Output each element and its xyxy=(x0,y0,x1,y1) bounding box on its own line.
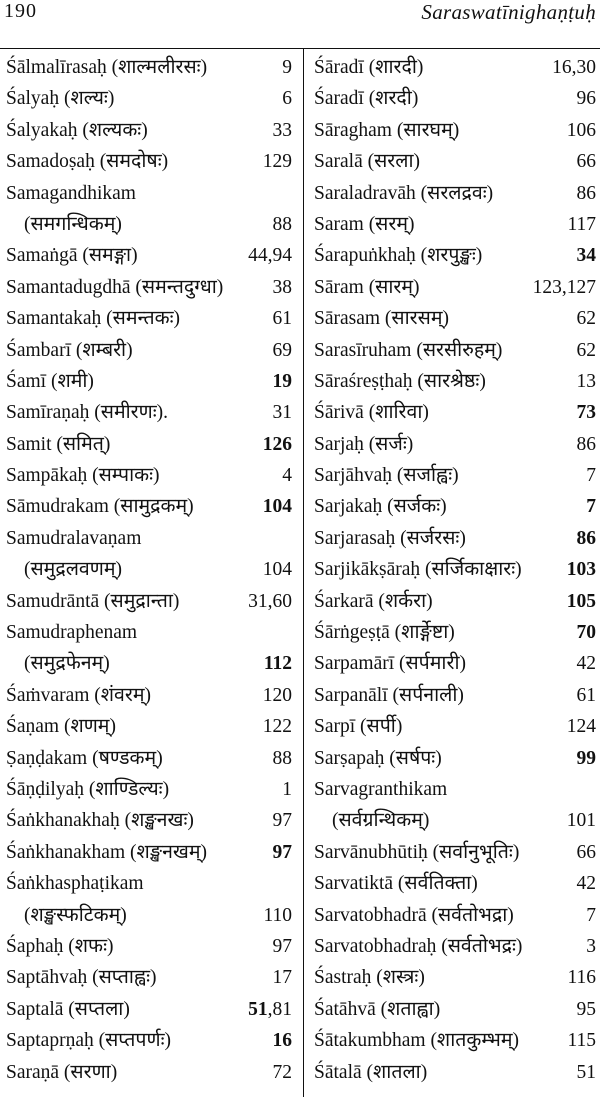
index-term: Sāmudrakam (सामुद्रकम्) xyxy=(6,496,194,518)
index-entry xyxy=(314,366,596,397)
index-entry xyxy=(6,366,292,397)
page-number-part: 7 xyxy=(586,496,596,518)
index-entry xyxy=(6,146,292,177)
index-term: Sarvagranthikam xyxy=(314,778,448,800)
index-term: Śarkarā (शर्करा) xyxy=(314,590,433,612)
index-term: Sampākaḥ (सम्पाकः) xyxy=(6,465,160,487)
index-term: Śaṇam (शणम्) xyxy=(6,716,116,738)
page-reference xyxy=(282,52,292,83)
index-term: Samīraṇaḥ (समीरणः). xyxy=(6,402,169,424)
page-number-part: 105 xyxy=(566,590,596,612)
page-number-part: 7 xyxy=(586,904,596,926)
index-entry xyxy=(6,743,292,774)
index-term: Samantakaḥ (समन्तकः) xyxy=(6,308,181,330)
page-number-part: 62 xyxy=(576,308,596,330)
index-entry xyxy=(314,617,596,648)
index-entry xyxy=(314,586,596,617)
page-number-part: 97 xyxy=(272,935,292,957)
page-reference xyxy=(273,1057,293,1088)
page-number-part: 97 xyxy=(272,810,292,832)
page-reference xyxy=(263,429,292,460)
index-entry xyxy=(6,837,292,868)
index-term: Sarjakaḥ (सर्जकः) xyxy=(314,496,447,518)
page-number-part: 38 xyxy=(272,276,292,298)
index-term: Samudralavaṇam xyxy=(6,527,142,549)
index-term: Sarpanālī (सर्पनाली) xyxy=(314,684,464,706)
index-term: Sarjikākṣāraḥ (सर्जिकाक्षारः) xyxy=(314,559,522,581)
index-entry xyxy=(314,774,596,805)
page-reference xyxy=(577,1057,597,1088)
page-number-part: 110 xyxy=(263,904,292,926)
index-term: Sarjarasaḥ (सर्जरसः) xyxy=(314,527,466,549)
page-number-part: 19 xyxy=(272,370,292,392)
index-entry xyxy=(6,460,292,491)
page-number-part: 70 xyxy=(576,622,596,644)
page-reference xyxy=(577,429,597,460)
index-entry xyxy=(6,994,292,1025)
page-number-part: 1 xyxy=(282,778,292,800)
page-number-part: 61 xyxy=(272,308,292,330)
index-entry xyxy=(6,83,292,114)
index-term: Sarjāhvaḥ (सर्जाह्वः) xyxy=(314,465,459,487)
index-term: Sarjaḥ (सर्जः) xyxy=(314,433,414,455)
page-number-part: 101 xyxy=(566,810,596,832)
page-reference xyxy=(567,962,596,993)
page-number-part: 104 xyxy=(262,559,292,581)
index-entry xyxy=(314,554,596,585)
index-term: Sarasīruham (सरसीरुहम्) xyxy=(314,339,503,361)
page-number-part: 62 xyxy=(576,339,596,361)
index-entry xyxy=(314,240,596,271)
index-entry xyxy=(314,1057,596,1088)
page-number-part: 99 xyxy=(576,747,596,769)
page-reference xyxy=(577,994,597,1025)
page-reference xyxy=(273,209,293,240)
page-reference xyxy=(552,52,596,83)
index-term: Śaradī (शरदी) xyxy=(314,88,419,110)
page-reference xyxy=(263,900,292,931)
index-entry xyxy=(314,303,596,334)
page-reference xyxy=(282,460,292,491)
page-reference xyxy=(248,240,292,271)
page-reference xyxy=(586,491,596,522)
index-entry xyxy=(6,240,292,271)
index-entry xyxy=(314,209,596,240)
page-reference xyxy=(577,523,597,554)
page-reference xyxy=(577,83,597,114)
index-entry xyxy=(6,52,292,83)
index-term: Samagandhikam xyxy=(6,182,136,204)
page-number-part: 16,30 xyxy=(552,57,596,78)
index-term: Saptalā (सप्तला) xyxy=(6,998,130,1020)
index-term: Śarapuṅkhaḥ (शरपुङ्खः) xyxy=(314,245,483,267)
index-term: Sarṣapaḥ (सर्षपः) xyxy=(314,747,442,769)
page-reference xyxy=(282,83,292,114)
page-number-part: 116 xyxy=(567,967,596,989)
page-reference xyxy=(577,680,597,711)
index-entry xyxy=(314,115,596,146)
index-entry xyxy=(6,523,292,554)
page-reference xyxy=(273,335,293,366)
page-reference xyxy=(586,931,596,962)
page-reference xyxy=(263,711,292,742)
page-reference xyxy=(567,586,596,617)
index-term: Samudraphenam xyxy=(6,622,138,644)
index-entry xyxy=(314,397,596,428)
index-term: Śāradī (शारदी) xyxy=(314,57,424,78)
page-number-part: 66 xyxy=(576,151,596,173)
page-reference xyxy=(248,586,292,617)
page-number-part: 42 xyxy=(576,653,596,675)
index-term: Śaṁvaram (शंवरम्) xyxy=(6,684,151,706)
index-term: Śaṅkhasphaṭikam xyxy=(6,873,144,895)
page-number-part: 97 xyxy=(272,841,292,863)
index-term: Saraṇā (सरणा) xyxy=(6,1061,118,1083)
page-reference xyxy=(263,680,292,711)
page-number-part: 95 xyxy=(576,998,596,1020)
index-entry xyxy=(6,617,292,648)
index-term: Sāragham (सारघम्) xyxy=(314,119,460,141)
page-number-part: 88 xyxy=(272,747,292,769)
page-number-part: 51 xyxy=(576,1061,596,1083)
index-term: Śambarī (शम्बरी) xyxy=(6,339,133,361)
index-entry xyxy=(314,178,596,209)
page-reference xyxy=(263,146,292,177)
page-reference xyxy=(273,743,293,774)
page-number-part: 69 xyxy=(272,339,292,361)
page-reference xyxy=(577,743,597,774)
index-column-right xyxy=(314,52,596,1088)
page-reference xyxy=(567,1025,596,1056)
page-number-part: 112 xyxy=(263,653,292,675)
page-reference xyxy=(577,335,597,366)
index-term: Śāṇḍilyaḥ (शाण्डिल्यः) xyxy=(6,778,170,800)
page-number-part: 4 xyxy=(282,465,292,487)
index-entry xyxy=(314,1025,596,1056)
index-term: Samantadugdhā (समन्तदुग्धा) xyxy=(6,276,224,298)
page-reference xyxy=(577,240,597,271)
index-entry xyxy=(314,83,596,114)
index-term: Ṣaṇḍakam (षण्डकम्) xyxy=(6,747,163,769)
page-number-part: 66 xyxy=(576,841,596,863)
page-number-part: 115 xyxy=(567,1030,596,1052)
page-number-part: 33 xyxy=(272,119,292,141)
index-term: Śārivā (शारिवा) xyxy=(314,402,429,424)
index-entry xyxy=(6,115,292,146)
page-reference xyxy=(533,272,596,303)
page-reference xyxy=(577,146,597,177)
page-number-part: 9 xyxy=(282,57,292,78)
page-number-part: 104 xyxy=(262,496,292,518)
index-entry xyxy=(6,962,292,993)
page-reference xyxy=(263,491,292,522)
page-number-part: 31,60 xyxy=(248,590,292,612)
index-entry xyxy=(6,1057,292,1088)
index-entry xyxy=(6,209,292,240)
page-number-part: 120 xyxy=(262,684,292,706)
index-term: Śaphaḥ (शफः) xyxy=(6,935,114,957)
index-term: (शङ्खस्फटिकम्) xyxy=(24,904,127,926)
page-reference xyxy=(273,805,293,836)
page-number-part: 3 xyxy=(586,935,596,957)
page-number-part: 31 xyxy=(272,402,292,424)
index-term: Sarpī (सर्पी) xyxy=(314,716,403,738)
page-number-part: 129 xyxy=(262,151,292,173)
index-entry xyxy=(6,178,292,209)
page-reference xyxy=(577,366,597,397)
page-reference xyxy=(577,303,597,334)
index-entry xyxy=(314,711,596,742)
column-divider xyxy=(303,48,304,1097)
index-entry xyxy=(314,648,596,679)
index-entry xyxy=(314,491,596,522)
index-entry xyxy=(314,146,596,177)
index-term: Saraladravāh (सरलद्रवः) xyxy=(314,182,494,204)
page-reference xyxy=(273,366,293,397)
page-reference xyxy=(273,931,293,962)
page-reference xyxy=(586,460,596,491)
page-number-part: 72 xyxy=(272,1061,292,1083)
index-entry xyxy=(314,743,596,774)
index-term: Sārasam (सारसम्) xyxy=(314,308,449,330)
index-term: Śalyaḥ (शल्यः) xyxy=(6,88,115,110)
index-entry xyxy=(6,1025,292,1056)
page-number-part: 6 xyxy=(282,88,292,110)
index-entry xyxy=(314,805,596,836)
page-number-part: 103 xyxy=(566,559,596,581)
page-number-part: 7 xyxy=(586,465,596,487)
index-term: Śamī (शमी) xyxy=(6,370,94,392)
index-entry xyxy=(314,335,596,366)
index-entry xyxy=(314,900,596,931)
index-entry xyxy=(6,429,292,460)
page-reference xyxy=(586,900,596,931)
index-term: Śārṅgeṣṭā (शार्ङ्गेष्टा) xyxy=(314,622,455,644)
index-term: (समुद्रफेनम्) xyxy=(24,653,110,675)
index-entry xyxy=(314,962,596,993)
index-term: (सर्वग्रन्थिकम्) xyxy=(332,810,430,832)
index-term: Śālmalīrasaḥ (शाल्मलीरसः) xyxy=(6,57,208,78)
page-number-part: 123,127 xyxy=(532,276,596,298)
index-term: Sāraśreṣṭhaḥ (सारश्रेष्ठः) xyxy=(314,370,486,392)
index-term: Samit (समित्) xyxy=(6,433,111,455)
page-number: 190 xyxy=(4,0,37,22)
index-term: (समगन्धिकम्) xyxy=(24,213,122,235)
index-term: Śātalā (शातला) xyxy=(314,1061,428,1083)
page-number-part: 86 xyxy=(576,433,596,455)
index-entry xyxy=(6,491,292,522)
page-reference xyxy=(273,837,293,868)
page-number-part: 106 xyxy=(566,119,596,141)
page-reference xyxy=(567,209,596,240)
page-reference xyxy=(273,303,293,334)
page-reference xyxy=(273,1025,293,1056)
page-reference xyxy=(577,178,597,209)
index-term: Sarvatiktā (सर्वतिक्ता) xyxy=(314,873,478,895)
page-reference xyxy=(567,711,596,742)
page-reference xyxy=(567,554,596,585)
page-number-part: 88 xyxy=(272,213,292,235)
index-entry xyxy=(314,523,596,554)
index-entry xyxy=(314,680,596,711)
page-number-part: 13 xyxy=(576,370,596,392)
index-entry xyxy=(6,931,292,962)
index-term: Samadoṣaḥ (समदोषः) xyxy=(6,151,169,173)
index-entry xyxy=(6,805,292,836)
page-reference xyxy=(263,554,292,585)
index-entry xyxy=(6,272,292,303)
page-reference xyxy=(567,115,596,146)
page-number-part: 126 xyxy=(262,433,292,455)
page-number-part: 117 xyxy=(567,213,596,235)
index-term: Śalyakaḥ (शल्यकः) xyxy=(6,119,148,141)
page-reference xyxy=(273,272,293,303)
index-term: Śaṅkhanakhaḥ (शङ्खनखः) xyxy=(6,810,194,832)
page-number-part: ,81 xyxy=(267,998,292,1020)
index-entry xyxy=(314,868,596,899)
page-number-part: 34 xyxy=(576,245,596,267)
index-entry xyxy=(6,554,292,585)
index-term: Saptaprṇaḥ (सप्तपर्णः) xyxy=(6,1030,172,1052)
index-term: Sāram (सारम्) xyxy=(314,276,420,298)
index-term: Saram (सरम्) xyxy=(314,213,415,235)
index-entry xyxy=(6,680,292,711)
index-term: Sarpamārī (सर्पमारी) xyxy=(314,653,466,675)
page-number-part: 124 xyxy=(566,716,596,738)
page-reference xyxy=(577,837,597,868)
index-term: Saptāhvaḥ (सप्ताह्वः) xyxy=(6,967,157,989)
index-term: Śātakumbham (शातकुम्भम्) xyxy=(314,1030,520,1052)
page-number-part: 17 xyxy=(272,967,292,989)
page-reference xyxy=(577,648,597,679)
index-entry xyxy=(6,900,292,931)
page-reference xyxy=(273,397,293,428)
page-number-part: 86 xyxy=(576,527,596,549)
page-reference xyxy=(282,774,292,805)
index-term: Samaṅgā (समङ्गा) xyxy=(6,245,138,267)
index-term: Sarvānubhūtiḥ (सर्वानुभूतिः) xyxy=(314,841,520,863)
page-reference xyxy=(264,648,292,679)
running-title: Saraswatīnighaṇṭuḥ xyxy=(421,0,596,24)
index-entry xyxy=(314,52,596,83)
index-term: Samudrāntā (समुद्रान्ता) xyxy=(6,590,180,612)
page-reference xyxy=(273,115,293,146)
page-reference xyxy=(577,617,597,648)
index-entry xyxy=(6,335,292,366)
index-entry xyxy=(6,303,292,334)
index-entry xyxy=(6,868,292,899)
page-number-part: 61 xyxy=(576,684,596,706)
page-number-part: 44,94 xyxy=(248,245,292,267)
index-column-left xyxy=(6,52,292,1088)
page-number-part: 42 xyxy=(576,873,596,895)
page-number-part: 86 xyxy=(576,182,596,204)
index-entry xyxy=(314,272,596,303)
index-term: (समुद्रलवणम्) xyxy=(24,559,123,581)
index-term: Saralā (सरला) xyxy=(314,151,421,173)
index-term: Śaṅkhanakham (शङ्खनखम्) xyxy=(6,841,208,863)
page-reference xyxy=(273,962,293,993)
page-reference xyxy=(577,397,597,428)
index-entry xyxy=(314,429,596,460)
page-reference xyxy=(567,805,596,836)
index-term: Sarvatobhadraḥ (सर्वतोभद्रः) xyxy=(314,935,523,957)
index-entry xyxy=(6,586,292,617)
page-number-part: 51 xyxy=(248,998,268,1020)
page-number-part: 16 xyxy=(272,1030,292,1052)
index-entry xyxy=(6,648,292,679)
page-reference xyxy=(248,994,292,1025)
page-number-part: 96 xyxy=(576,88,596,110)
index-entry xyxy=(314,837,596,868)
index-term: Sarvatobhadrā (सर्वतोभद्रा) xyxy=(314,904,514,926)
index-entry xyxy=(6,397,292,428)
index-entry xyxy=(314,931,596,962)
index-term: Śatāhvā (शताह्वा) xyxy=(314,998,441,1020)
index-entry xyxy=(314,994,596,1025)
index-term: Śastraḥ (शस्त्रः) xyxy=(314,967,425,989)
index-entry xyxy=(314,460,596,491)
index-entry xyxy=(6,774,292,805)
page-number-part: 122 xyxy=(262,716,292,738)
index-entry xyxy=(6,711,292,742)
page-reference xyxy=(577,868,597,899)
page-header xyxy=(0,0,600,49)
page-number-part: 73 xyxy=(576,402,596,424)
